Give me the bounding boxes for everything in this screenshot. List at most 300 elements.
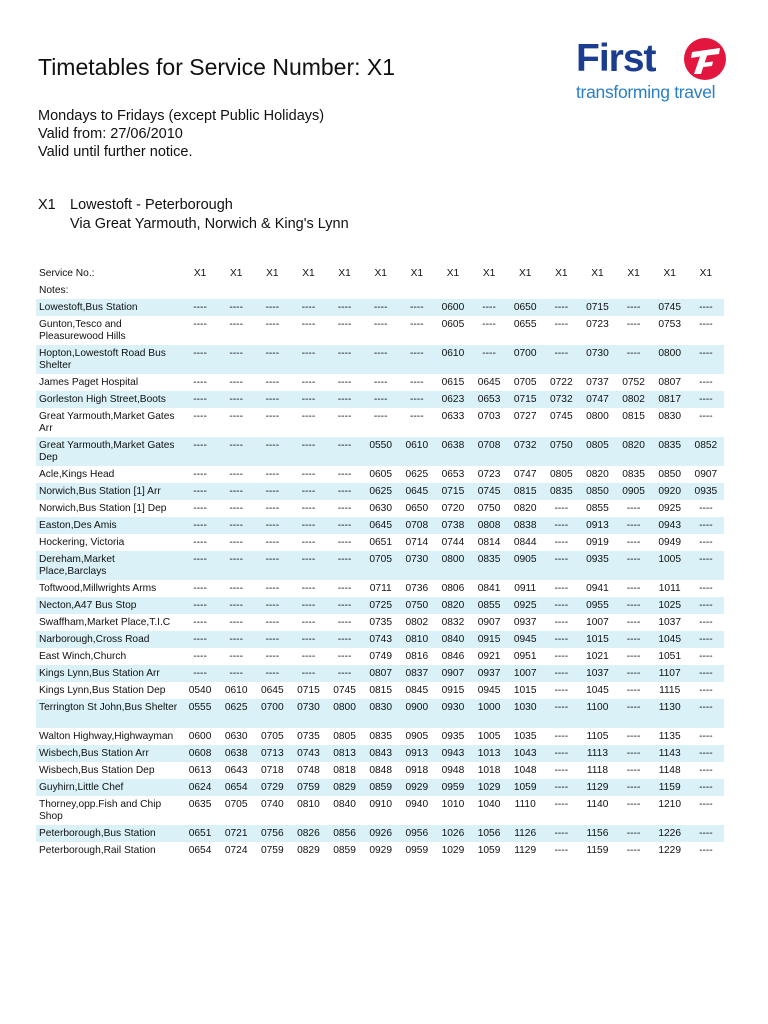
departure-time: ---- [337, 411, 352, 422]
table-row [36, 374, 724, 391]
departure-time: 0929 [399, 779, 435, 796]
departure-time: 0832 [441, 617, 465, 628]
departure-time: 0820 [616, 437, 652, 466]
route-heading [38, 196, 349, 234]
stop-name: Norwich,Bus Station [1] Dep [39, 503, 167, 514]
table-row [36, 316, 724, 345]
departure-time: ---- [301, 583, 316, 594]
first-f-icon [676, 36, 730, 82]
table-row [36, 665, 724, 682]
departure-time: 0743 [363, 631, 399, 648]
departure-time: ---- [554, 319, 569, 330]
stop-name: Peterborough,Bus Station [36, 825, 182, 842]
table-row [36, 597, 724, 614]
departure-time: ---- [218, 551, 254, 580]
departure-time: 1010 [441, 799, 465, 810]
departure-time: 0720 [441, 503, 465, 514]
departure-time: 0810 [399, 631, 435, 648]
service-number: X1 [410, 268, 424, 279]
departure-time: 0805 [333, 731, 356, 742]
table-row [36, 699, 724, 728]
departure-time: ---- [688, 517, 724, 534]
timetable [36, 265, 724, 859]
valid-from: Valid from: 27/06/2010 [38, 126, 183, 142]
departure-time: 0802 [616, 391, 652, 408]
departure-time: 0807 [363, 665, 399, 682]
notes-label: Notes: [39, 285, 69, 296]
departure-time: 0623 [435, 391, 471, 408]
departure-time: 1105 [586, 731, 609, 742]
departure-time: ---- [543, 665, 579, 682]
departure-time: 0905 [405, 731, 429, 742]
departure-time: ---- [254, 345, 290, 374]
departure-time: 0848 [369, 765, 393, 776]
stop-name: Necton,A47 Bus Stop [36, 597, 182, 614]
departure-time: ---- [254, 551, 290, 580]
departure-time: 0705 [260, 731, 284, 742]
departure-time: ---- [193, 411, 207, 422]
stop-name: Toftwood,Millwrights Arms [39, 583, 157, 594]
departure-time: 0859 [333, 845, 356, 856]
departure-time: 1029 [441, 845, 465, 856]
departure-time: 1130 [652, 699, 688, 728]
service-number: X1 [266, 268, 279, 279]
departure-time: 0805 [549, 469, 573, 480]
table-row [36, 466, 724, 483]
departure-time: 0830 [658, 411, 682, 422]
departure-time: ---- [688, 345, 724, 374]
departure-time: ---- [543, 517, 579, 534]
departure-time: 0806 [441, 583, 465, 594]
departure-time: ---- [626, 845, 641, 856]
departure-time: ---- [254, 437, 290, 466]
service-label: Service No.: [39, 268, 95, 279]
departure-time: ---- [554, 765, 569, 776]
departure-time: 0736 [405, 583, 429, 594]
departure-time: ---- [699, 651, 713, 662]
table-row [36, 551, 724, 580]
note-cell [543, 282, 579, 299]
departure-time: ---- [290, 551, 326, 580]
departure-time: ---- [265, 651, 280, 662]
note-cell [182, 282, 218, 299]
departure-time: 0748 [297, 765, 320, 776]
departure-time: ---- [543, 779, 579, 796]
departure-time: 0840 [333, 799, 356, 810]
logo-tagline: transforming travel [576, 82, 716, 102]
departure-time: 0732 [543, 391, 579, 408]
validity-info [38, 107, 324, 161]
departure-time: 0843 [363, 745, 399, 762]
departure-time: 0705 [513, 377, 537, 388]
departure-time: ---- [626, 799, 641, 810]
departure-time: ---- [182, 665, 218, 682]
stop-name: East Winch,Church [39, 651, 127, 662]
departure-time: ---- [363, 391, 399, 408]
departure-time: 0700 [254, 699, 290, 728]
departure-time: 0718 [260, 765, 284, 776]
service-number: X1 [591, 268, 604, 279]
table-row [36, 745, 724, 762]
departure-time: 0651 [369, 537, 393, 548]
departure-time: ---- [688, 825, 724, 842]
departure-time: 1005 [652, 551, 688, 580]
stop-name: Dereham,Market Place,Barclays [36, 551, 182, 580]
stop-name: Narborough,Cross Road [36, 631, 182, 648]
departure-time: ---- [290, 597, 326, 614]
departure-time: ---- [337, 503, 352, 514]
departure-time: 0814 [477, 537, 501, 548]
stop-name: Kings Lynn,Bus Station Dep [39, 685, 166, 696]
departure-time: 0926 [363, 825, 399, 842]
departure-time: 0555 [182, 699, 218, 728]
departure-time: ---- [193, 651, 207, 662]
departure-time: ---- [410, 319, 424, 330]
note-cell [327, 282, 363, 299]
departure-time: 1045 [586, 685, 609, 696]
departure-time: 0905 [616, 483, 652, 500]
service-number: X1 [482, 268, 496, 279]
stop-name: Kings Lynn,Bus Station Arr [36, 665, 182, 682]
departure-time: 0638 [218, 745, 254, 762]
departure-time: 0900 [399, 699, 435, 728]
departure-time: 1035 [513, 731, 537, 742]
departure-time: 0817 [652, 391, 688, 408]
departure-time: ---- [229, 617, 243, 628]
departure-time: 0945 [507, 631, 543, 648]
departure-time: 0735 [297, 731, 320, 742]
departure-time: 1226 [652, 825, 688, 842]
departure-time: ---- [193, 469, 207, 480]
departure-time: 1110 [514, 799, 536, 810]
departure-time: 0956 [399, 825, 435, 842]
departure-time: 0708 [471, 437, 507, 466]
departure-time: 0835 [369, 731, 393, 742]
note-cell [399, 282, 435, 299]
departure-time: 0635 [188, 799, 212, 810]
note-cell [579, 282, 615, 299]
departure-time: ---- [265, 411, 280, 422]
departure-time: 1210 [658, 799, 682, 810]
departure-time: ---- [554, 503, 569, 514]
departure-time: 0756 [254, 825, 290, 842]
departure-time: 1229 [658, 845, 682, 856]
departure-time: ---- [301, 651, 316, 662]
departure-time: 0615 [441, 377, 465, 388]
note-cell [363, 282, 399, 299]
departure-time: 0655 [513, 319, 537, 330]
departure-time: 1037 [579, 665, 615, 682]
departure-time: ---- [616, 699, 652, 728]
departure-time: 0840 [435, 631, 471, 648]
departure-time: ---- [626, 617, 641, 628]
departure-time: ---- [616, 517, 652, 534]
departure-time: 0749 [369, 651, 393, 662]
departure-time: ---- [616, 745, 652, 762]
departure-time: ---- [699, 685, 713, 696]
departure-time: 0820 [435, 597, 471, 614]
departure-time: 0816 [405, 651, 429, 662]
departure-time: 0645 [477, 377, 501, 388]
departure-time: 0800 [327, 699, 363, 728]
departure-time: ---- [182, 517, 218, 534]
stop-name: Acle,Kings Head [39, 469, 115, 480]
departure-time: 0705 [363, 551, 399, 580]
departure-time: ---- [626, 685, 641, 696]
departure-time: 0732 [507, 437, 543, 466]
departure-time: ---- [616, 665, 652, 682]
departure-time: ---- [193, 537, 207, 548]
table-row [36, 648, 724, 665]
departure-time: 1156 [579, 825, 615, 842]
departure-time: 0743 [290, 745, 326, 762]
departure-time: ---- [218, 391, 254, 408]
departure-time: 0708 [399, 517, 435, 534]
departure-time: 0925 [507, 597, 543, 614]
departure-time: 0959 [405, 845, 429, 856]
valid-until: Valid until further notice. [38, 144, 193, 160]
departure-time: 1159 [652, 779, 688, 796]
departure-time: 0747 [513, 469, 537, 480]
departure-time: ---- [616, 345, 652, 374]
departure-time: 0653 [471, 391, 507, 408]
departure-time: ---- [193, 583, 207, 594]
departure-time: ---- [218, 299, 254, 316]
departure-time: ---- [399, 391, 435, 408]
departure-time: 0808 [471, 517, 507, 534]
departure-time: ---- [373, 411, 388, 422]
page-title: Timetables for Service Number: X1 [38, 54, 396, 80]
departure-time: ---- [554, 537, 569, 548]
departure-time: 1129 [514, 845, 537, 856]
departure-time: ---- [265, 469, 280, 480]
departure-time: 1100 [579, 699, 615, 728]
departure-time: 0625 [405, 469, 429, 480]
departure-time: 0600 [435, 299, 471, 316]
departure-time: ---- [626, 537, 641, 548]
departure-time: ---- [554, 731, 569, 742]
departure-time: 0937 [471, 665, 507, 682]
departure-time: 0747 [579, 391, 615, 408]
departure-time: 1040 [477, 799, 501, 810]
departure-time: ---- [482, 319, 496, 330]
service-number: X1 [338, 268, 351, 279]
departure-time: ---- [290, 483, 326, 500]
table-row [36, 483, 724, 500]
departure-time: 0605 [369, 469, 393, 480]
departure-time: ---- [554, 685, 569, 696]
table-row [36, 779, 724, 796]
departure-time: ---- [327, 665, 363, 682]
departure-time: 0625 [218, 699, 254, 728]
departure-time: ---- [688, 391, 724, 408]
departure-time: ---- [626, 583, 641, 594]
departure-time: ---- [218, 665, 254, 682]
departure-time: 0943 [435, 745, 471, 762]
departure-time: ---- [688, 745, 724, 762]
table-row [36, 682, 724, 699]
departure-time: 0920 [652, 483, 688, 500]
departure-time: 0759 [260, 845, 284, 856]
departure-time: ---- [182, 551, 218, 580]
departure-time: ---- [626, 319, 641, 330]
departure-time: ---- [290, 437, 326, 466]
departure-time: 0715 [507, 391, 543, 408]
departure-time: ---- [554, 651, 569, 662]
departure-time: ---- [301, 411, 316, 422]
departure-time: 0921 [477, 651, 501, 662]
departure-time: ---- [193, 617, 207, 628]
service-number: X1 [374, 268, 387, 279]
departure-time: ---- [410, 377, 424, 388]
departure-time: ---- [688, 597, 724, 614]
departure-time: 0930 [435, 699, 471, 728]
departure-time: 1015 [579, 631, 615, 648]
stop-name: James Paget Hospital [39, 377, 139, 388]
departure-time: ---- [337, 651, 352, 662]
table-row [36, 437, 724, 466]
departure-time: ---- [554, 845, 569, 856]
note-cell [254, 282, 290, 299]
departure-time: ---- [193, 377, 207, 388]
departure-time: 0724 [224, 845, 248, 856]
departure-time: 0855 [471, 597, 507, 614]
departure-time: ---- [301, 377, 316, 388]
departure-time: ---- [688, 779, 724, 796]
stop-name: Hopton,Lowestoft Road Bus Shelter [36, 345, 182, 374]
departure-time: 0713 [254, 745, 290, 762]
departure-time: 0750 [543, 437, 579, 466]
table-row [36, 842, 724, 859]
departure-time: 0610 [224, 685, 248, 696]
departure-time: 0730 [290, 699, 326, 728]
departure-time: 0738 [435, 517, 471, 534]
departure-time: 0745 [333, 685, 356, 696]
departure-time: 0841 [477, 583, 501, 594]
table-row [36, 728, 724, 745]
departure-time: 0653 [441, 469, 465, 480]
departure-time: ---- [616, 825, 652, 842]
route-via: Via Great Yarmouth, Norwich & King's Lynn [70, 216, 349, 232]
departure-time: ---- [254, 597, 290, 614]
departure-time: 0800 [652, 345, 688, 374]
departure-time: ---- [182, 345, 218, 374]
service-number: X1 [518, 268, 532, 279]
departure-time: ---- [327, 483, 363, 500]
departure-time: 1018 [477, 765, 501, 776]
service-number: X1 [229, 268, 243, 279]
departure-time: 1025 [652, 597, 688, 614]
departure-time: ---- [543, 551, 579, 580]
departure-time: ---- [626, 503, 641, 514]
table-row [36, 796, 724, 825]
departure-time: ---- [699, 765, 713, 776]
departure-time: 0638 [435, 437, 471, 466]
departure-time: 0600 [188, 731, 212, 742]
departure-time: ---- [327, 345, 363, 374]
departure-time: 1000 [471, 699, 507, 728]
departure-time: ---- [337, 583, 352, 594]
departure-time: ---- [327, 391, 363, 408]
departure-time: 0630 [369, 503, 393, 514]
departure-time: ---- [229, 377, 243, 388]
departure-time: 0835 [543, 483, 579, 500]
departure-time: 1007 [507, 665, 543, 682]
departure-time: ---- [229, 583, 243, 594]
departure-time: ---- [554, 583, 569, 594]
departure-time: ---- [373, 377, 388, 388]
departure-time: ---- [229, 469, 243, 480]
service-number: X1 [555, 268, 568, 279]
departure-time: ---- [327, 597, 363, 614]
stop-name: Gunton,Tesco and Pleasurewood Hills [39, 319, 126, 342]
departure-time: 1143 [652, 745, 688, 762]
departure-time: ---- [254, 299, 290, 316]
departure-time: ---- [229, 651, 243, 662]
departure-time: 0700 [507, 345, 543, 374]
departure-time: 0730 [579, 345, 615, 374]
departure-time: 1007 [586, 617, 609, 628]
note-cell [688, 282, 724, 299]
departure-time: ---- [265, 537, 280, 548]
note-cell [290, 282, 326, 299]
departure-time: 0802 [405, 617, 429, 628]
departure-time: 0815 [622, 411, 645, 422]
stop-name: Wisbech,Bus Station Arr [36, 745, 182, 762]
departure-time: 0540 [188, 685, 212, 696]
departure-time: 0605 [441, 319, 465, 330]
departure-time: 0800 [586, 411, 609, 422]
service-number: X1 [302, 268, 315, 279]
departure-time: ---- [471, 345, 507, 374]
departure-time: 0745 [471, 483, 507, 500]
departure-time: 0850 [579, 483, 615, 500]
departure-time: 0813 [327, 745, 363, 762]
departure-time: 0959 [435, 779, 471, 796]
departure-time: 1140 [586, 799, 609, 810]
stop-name: Lowestoft,Bus Station [36, 299, 182, 316]
departure-time: 0837 [399, 665, 435, 682]
departure-time: ---- [301, 537, 316, 548]
departure-time: ---- [543, 597, 579, 614]
departure-time: 0835 [622, 469, 645, 480]
table-row [36, 299, 724, 316]
departure-time: 0911 [514, 583, 537, 594]
departure-time: ---- [327, 517, 363, 534]
departure-time: ---- [229, 503, 243, 514]
departure-time: 0740 [260, 799, 284, 810]
stop-name: Swaffham,Market Place,T.I.C [39, 617, 171, 628]
departure-time: 0855 [586, 503, 609, 514]
departure-time: ---- [290, 391, 326, 408]
departure-time: 1059 [507, 779, 543, 796]
departure-time: ---- [699, 319, 713, 330]
departure-time: 0829 [327, 779, 363, 796]
departure-time: 0856 [327, 825, 363, 842]
departure-time: ---- [626, 765, 641, 776]
stop-name: Hockering, Victoria [39, 537, 125, 548]
departure-time: 0835 [471, 551, 507, 580]
departure-time: ---- [543, 345, 579, 374]
departure-time: 1029 [471, 779, 507, 796]
departure-time: ---- [182, 437, 218, 466]
departure-time: 0714 [405, 537, 429, 548]
departure-time: ---- [265, 319, 280, 330]
departure-time: 0721 [218, 825, 254, 842]
departure-time: 0913 [399, 745, 435, 762]
note-cell [652, 282, 688, 299]
departure-time: ---- [543, 745, 579, 762]
